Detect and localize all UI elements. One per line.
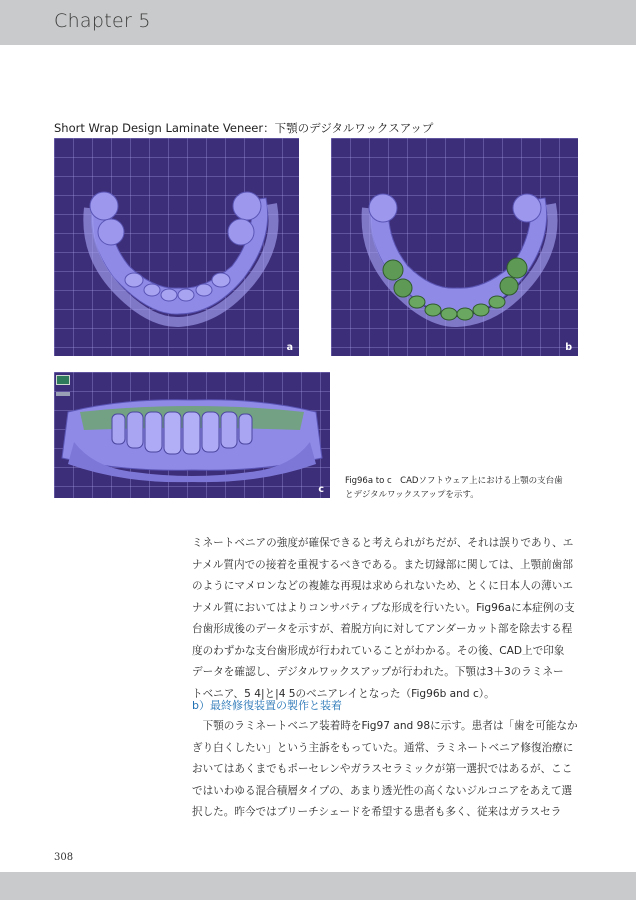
body-paragraph-2 <box>192 716 584 824</box>
caption-line: とデジタルワックスアップを示す。 <box>345 490 479 500</box>
text-line: ナメル質においてはよりコンサバティブな形成を行いたい。Fig96aに本症例の支 <box>192 601 575 614</box>
text-line: ぎり白くしたい」という主訴をもっていた。通常、ラミネートベニア修復治療に <box>192 741 574 754</box>
frontal-view-image <box>54 372 330 498</box>
header-bar <box>0 0 636 45</box>
figure-label-a: a <box>286 342 293 353</box>
caption-line: Fig96a to c CADソフトウェア上における上顎の支台歯 <box>345 476 563 486</box>
text-line: ナメル質内での接着を重視するべきである。また切縁部に関しては、上顎前歯部 <box>192 558 573 571</box>
subheading: b）最終修復装置の製作と装着 <box>192 699 342 712</box>
text-line: のようにマメロンなどの複雑な再現は求められないため、とくに日本人の薄いエ <box>192 580 573 592</box>
text-line: ではいわゆる混合積層タイプの、あまり透光性の高くないジルコニアをあえて選 <box>192 784 573 797</box>
text-line: トベニア、5 4|と|4 5のベニアレイとなった（Fig96b and c）。 <box>192 687 495 700</box>
figure-caption <box>345 474 590 502</box>
figure-96a <box>54 138 299 356</box>
text-line: 下顎のラミネートベニア装着時をFig97 and 98に示す。患者は「歯を可能なか <box>202 720 578 732</box>
section-title: Short Wrap Design Laminate Veneer：下顎のデジタルワックスアップ <box>54 121 434 135</box>
footer-bar <box>0 872 636 900</box>
figure-label-b: b <box>565 342 572 353</box>
text-line: おいてはあくまでもポーセレンやガラスセラミックが第一選択ではあるが、ここ <box>192 763 573 775</box>
text-line: 台歯形成後のデータを示すが、着脱方向に対してアンダーカット部を除去する程 <box>192 623 573 635</box>
figure-label-c: c <box>318 484 324 495</box>
figure-96c <box>54 372 330 498</box>
chapter-title: Chapter 5 <box>54 10 151 32</box>
text-line: データを確認し、デジタルワックスアップが行われた。下顎は3＋3のラミネー <box>192 666 564 678</box>
wax-up-arch-image <box>331 138 578 356</box>
figure-96b <box>331 138 578 356</box>
text-line: ミネートベニアの強度が確保できると考えられがちだが、それは誤りであり、エ <box>192 537 574 549</box>
lower-arch-scan-image <box>54 138 299 356</box>
body-paragraph <box>192 533 584 705</box>
page-number: 308 <box>54 852 74 863</box>
text-line: 度のわずかな支台歯形成が行われていることがわかる。その後、CAD上で印象 <box>192 644 565 657</box>
text-line: 択した。昨今ではブリーチシェードを希望する患者も多く、従来はガラスセラ <box>192 806 562 818</box>
